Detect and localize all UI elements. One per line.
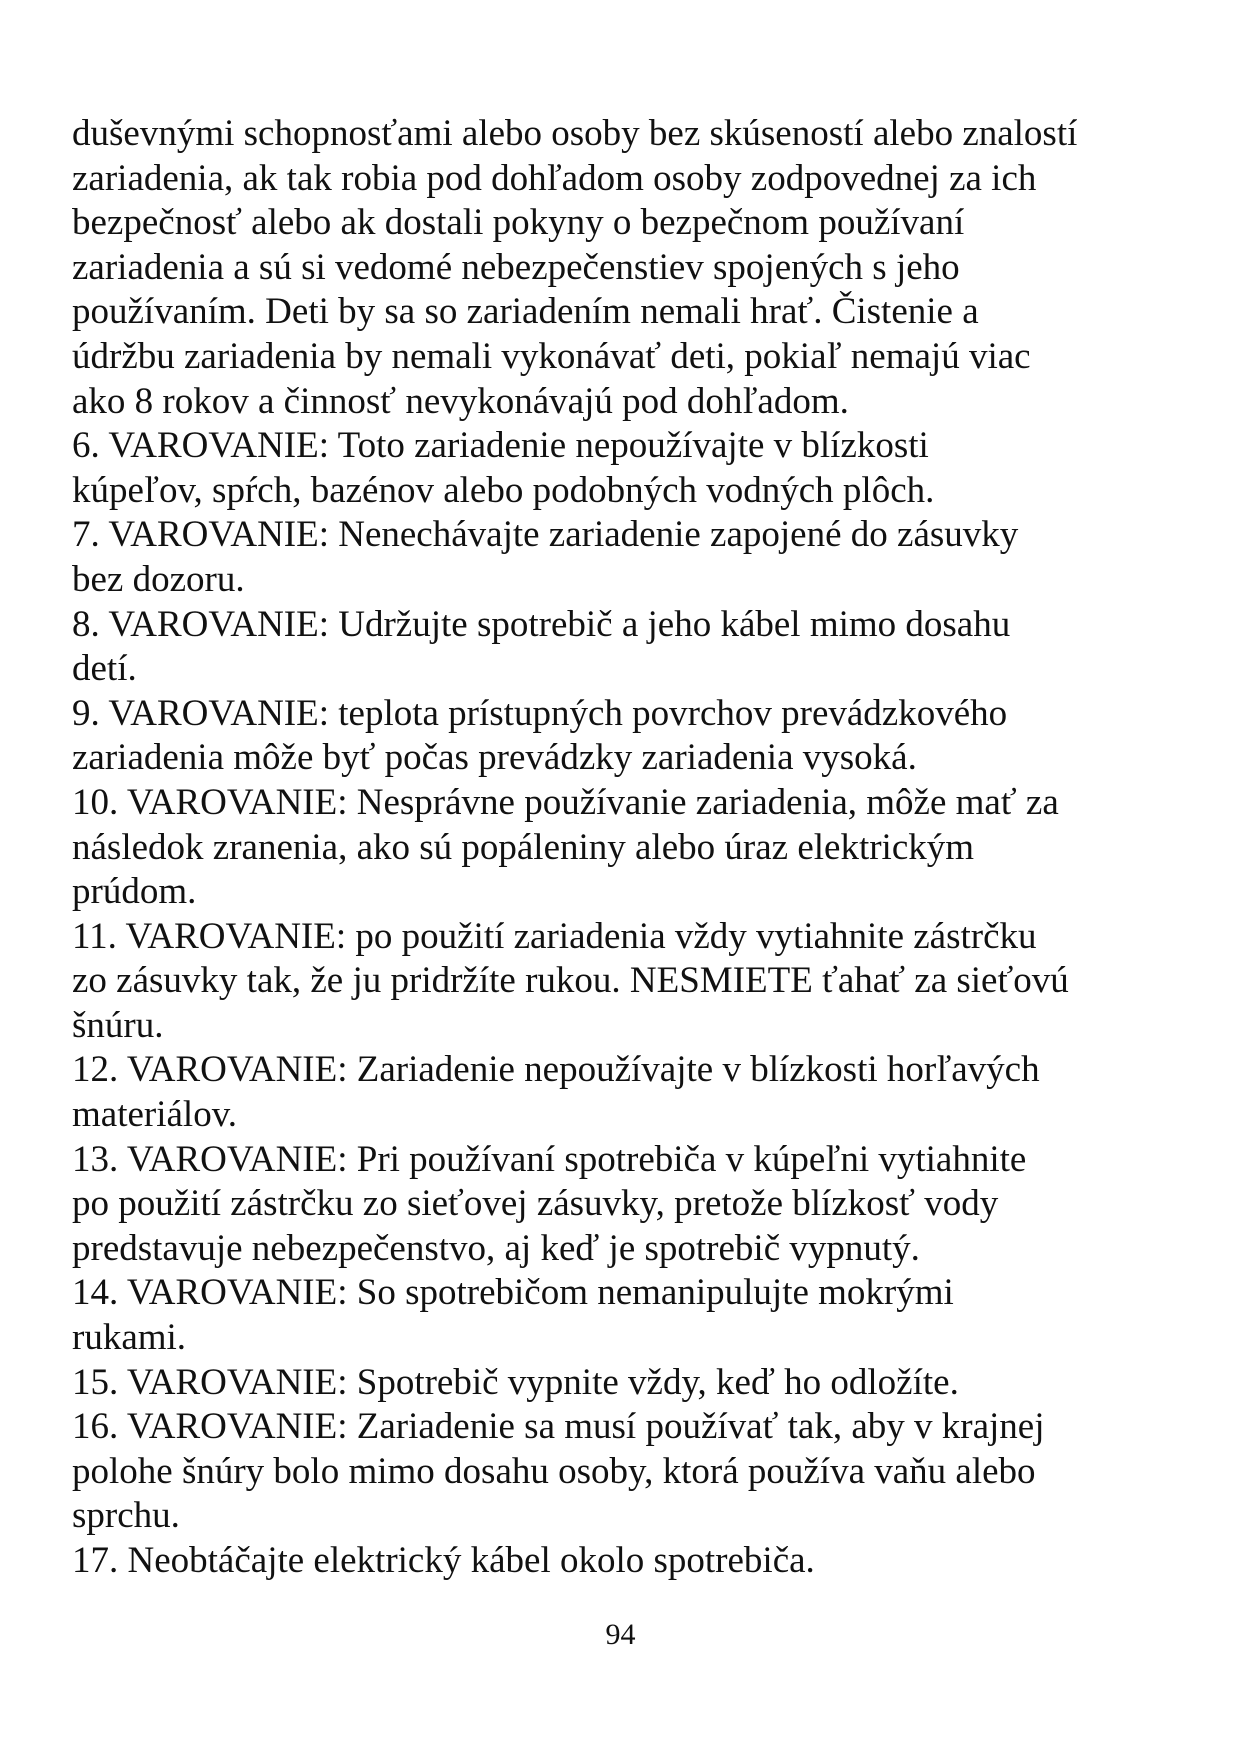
warning-7-line: 7. VAROVANIE: Nenechávajte zariadenie zapojené do zásuvky <box>72 514 1019 556</box>
text-line: údržbu zariadenia by nemali vykonávať deti, pokiaľ nemajú viac <box>72 335 1031 377</box>
text-line: ako 8 rokov a činnosť nevykonávajú pod dohľadom. <box>72 380 849 422</box>
text-line: polohe šnúry bolo mimo dosahu osoby, ktorá používa vaňu alebo <box>72 1450 1036 1492</box>
warning-13-line: 13. VAROVANIE: Pri používaní spotrebiča v kúpeľni vytiahnite <box>72 1138 1027 1180</box>
warning-16-line: 16. VAROVANIE: Zariadenie sa musí používať tak, aby v krajnej <box>72 1406 1045 1448</box>
text-line: prúdom. <box>72 871 197 913</box>
warning-8-line: 8. VAROVANIE: Udržujte spotrebič a jeho kábel mimo dosahu <box>72 603 1011 645</box>
text-line: šnúru. <box>72 1004 164 1046</box>
warning-14-line: 14. VAROVANIE: So spotrebičom nemanipulujte mokrými <box>72 1272 954 1314</box>
item-17-line: 17. Neobtáčajte elektrický kábel okolo spotrebiča. <box>72 1540 815 1581</box>
text-line: materiálov. <box>72 1094 238 1136</box>
text-line: duševnými schopnosťami alebo osoby bez skúseností alebo znalostí <box>72 113 1078 154</box>
warning-6-line: 6. VAROVANIE: Toto zariadenie nepoužívajte v blízkosti <box>72 425 929 467</box>
text-line: po použití zástrčku zo sieťovej zásuvky, pretože blízkosť vody <box>72 1183 999 1225</box>
warning-15-line: 15. VAROVANIE: Spotrebič vypnite vždy, keď ho odložíte. <box>72 1361 959 1403</box>
warning-11-line: 11. VAROVANIE: po použití zariadenia vždy vytiahnite zástrčku <box>72 915 1037 957</box>
warning-12-line: 12. VAROVANIE: Zariadenie nepoužívajte v blízkosti horľavých <box>72 1049 1040 1091</box>
text-line: bezpečnosť alebo ak dostali pokyny o bezpečnom používaní <box>72 202 965 244</box>
warning-10-line: 10. VAROVANIE: Nesprávne používanie zariadenia, môže mať za <box>72 781 1059 823</box>
text-line: kúpeľov, spŕch, bazénov alebo podobných vodných plôch. <box>72 469 935 511</box>
text-line: zariadenia, ak tak robia pod dohľadom osoby zodpovednej za ich <box>72 157 1037 199</box>
text-line: následok zranenia, ako sú popáleniny alebo úraz elektrickým <box>72 826 975 868</box>
text-line: používaním. Deti by sa so zariadením nemali hrať. Čistenie a <box>72 291 979 333</box>
text-line: zo zásuvky tak, že ju pridržíte rukou. NESMIETE ťahať za sieťovú <box>72 960 1069 1002</box>
text-line: zariadenia a sú si vedomé nebezpečenstiev spojených s jeho <box>72 246 960 288</box>
text-line: bez dozoru. <box>72 558 245 600</box>
document-body <box>72 112 1172 1584</box>
warning-9-line: 9. VAROVANIE: teplota prístupných povrchov prevádzkového <box>72 692 1008 734</box>
text-line: predstavuje nebezpečenstvo, aj keď je spotrebič vypnutý. <box>72 1227 920 1269</box>
page-number: 94 <box>605 1618 636 1651</box>
text-line: zariadenia môže byť počas prevádzky zariadenia vysoká. <box>72 737 917 779</box>
text-line: sprchu. <box>72 1495 180 1537</box>
text-line: detí. <box>72 648 137 690</box>
text-line: rukami. <box>72 1317 187 1359</box>
